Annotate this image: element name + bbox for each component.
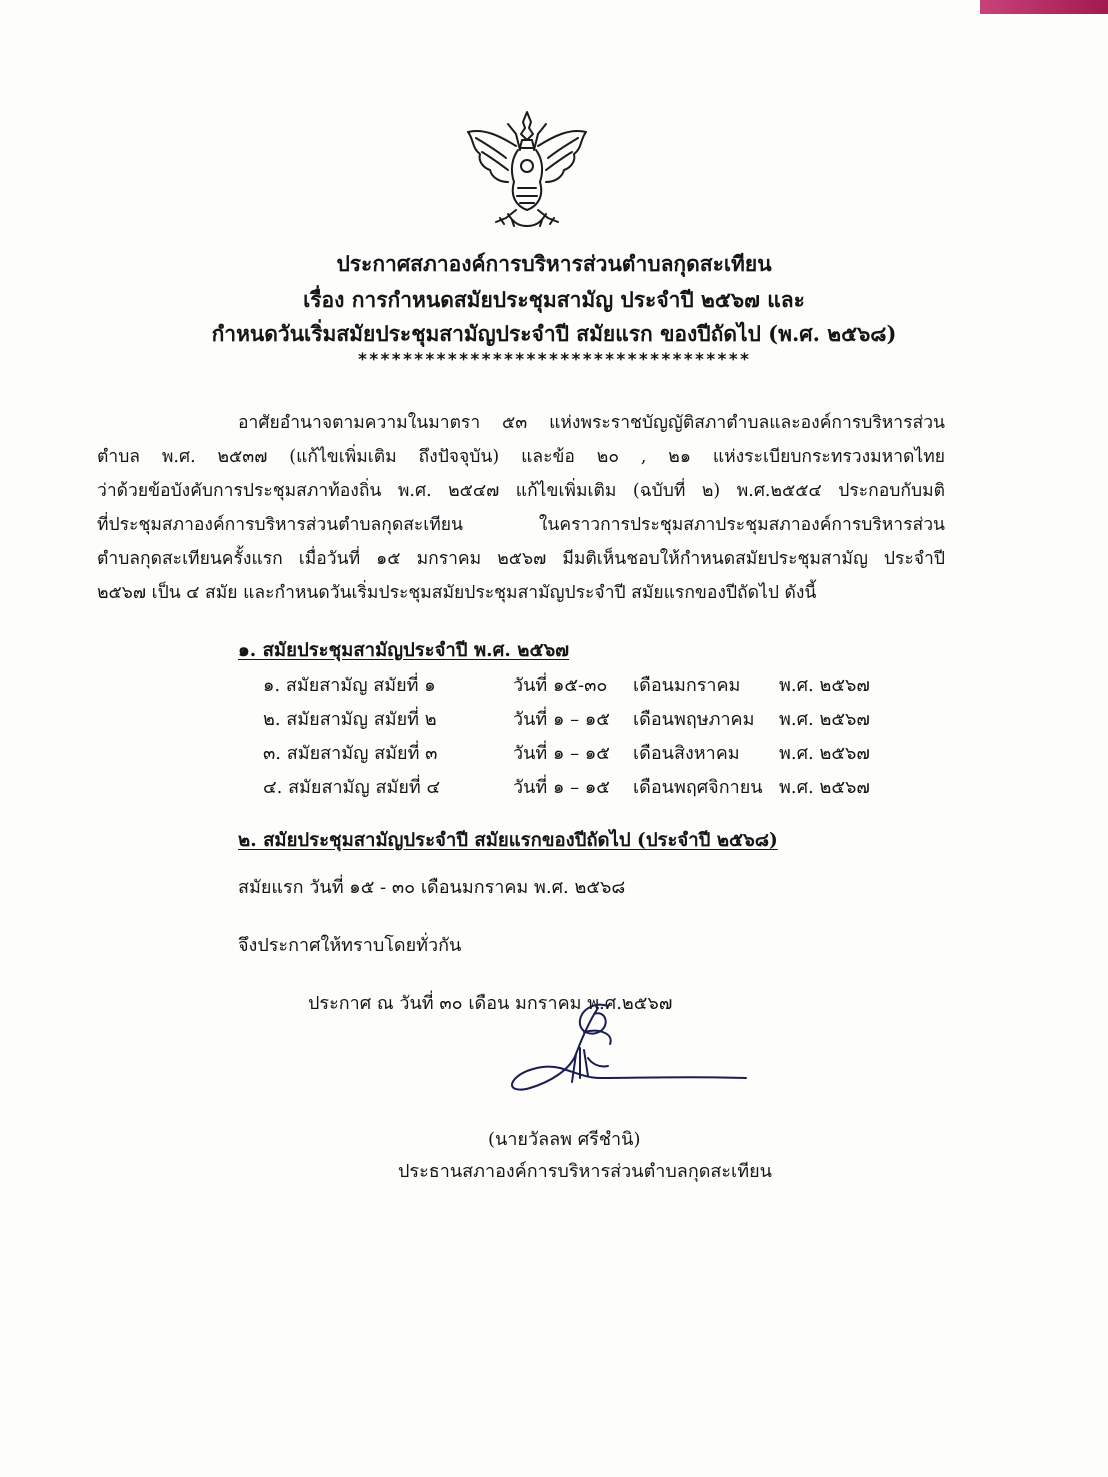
document-subject-continued: กำหนดวันเริ่มสมัยประชุมสามัญประจำปี สมัยแรก ของปีถัดไป (พ.ศ. ๒๕๖๘) <box>211 321 897 346</box>
section1-heading: ๑. สมัยประชุมสามัญประจำปี พ.ศ. ๒๕๖๗ <box>238 640 570 661</box>
session-month: เดือนพฤษภาคม <box>633 709 755 730</box>
session-name: ๓. สมัยสามัญ สมัยที่ ๓ <box>263 743 438 764</box>
document-title: ประกาศสภาองค์การบริหารส่วนตำบลกุดสะเทียน <box>336 251 772 276</box>
session-month: เดือนมกราคม <box>633 675 741 696</box>
session-year: พ.ศ. ๒๕๖๗ <box>779 675 870 696</box>
title-separator: *********************************** <box>357 350 751 370</box>
session-name: ๑. สมัยสามัญ สมัยที่ ๑ <box>263 675 436 696</box>
session-year: พ.ศ. ๒๕๖๗ <box>779 709 870 730</box>
session-day: วันที่ ๑ – ๑๕ <box>513 743 610 764</box>
body-line-2: ตำบล พ.ศ. ๒๕๓๗ (แก้ไขเพิ่มเติม ถึงปัจจุบัน) และข้อ ๒๐ , ๒๑ แห่งระเบียบกระทรวงมหาดไทย <box>97 447 945 467</box>
session-day: วันที่ ๑๕-๓๐ <box>513 675 608 696</box>
session-month: เดือนสิงหาคม <box>633 743 740 764</box>
session-day: วันที่ ๑ – ๑๕ <box>513 709 610 730</box>
section2-heading: ๒. สมัยประชุมสามัญประจำปี สมัยแรกของปีถัดไป (ประจำปี ๒๕๖๘) <box>238 830 778 851</box>
body-line-4: ที่ประชุมสภาองค์การบริหารส่วนตำบลกุดสะเทียน ในคราวการประชุมสภาประชุมสภาองค์การบริหารส่วน <box>97 515 945 535</box>
garuda-emblem-icon <box>460 106 594 228</box>
session-name: ๒. สมัยสามัญ สมัยที่ ๒ <box>263 709 437 730</box>
signer-name: (นายวัลลพ ศรีชำนิ) <box>488 1129 641 1150</box>
body-line-6: ๒๕๖๗ เป็น ๔ สมัย และกำหนดวันเริ่มประชุมสมัยประชุมสามัญประจำปี สมัยแรกของปีถัดไป ดังนี้ <box>97 583 817 603</box>
announcement-date: ประกาศ ณ วันที่ ๓๐ เดือน มกราคม พ.ศ.๒๕๖๗ <box>308 993 673 1014</box>
signer-title: ประธานสภาองค์การบริหารส่วนตำบลกุดสะเทียน <box>398 1161 772 1182</box>
corner-tab <box>980 0 1108 14</box>
section2-detail: สมัยแรก วันที่ ๑๕ - ๓๐ เดือนมกราคม พ.ศ. ๒๕๖๘ <box>238 877 626 898</box>
session-name: ๔. สมัยสามัญ สมัยที่ ๔ <box>263 777 441 798</box>
session-year: พ.ศ. ๒๕๖๗ <box>779 743 870 764</box>
session-day: วันที่ ๑ – ๑๕ <box>513 777 610 798</box>
body-line-5: ตำบลกุดสะเทียนครั้งแรก เมื่อวันที่ ๑๕ มกราคม ๒๕๖๗ มีมติเห็นชอบให้กำหนดสมัยประชุมสามัญ ประจำปี <box>97 549 945 569</box>
session-year: พ.ศ. ๒๕๖๗ <box>779 777 870 798</box>
document-subject: เรื่อง การกำหนดสมัยประชุมสามัญ ประจำปี ๒๕๖๗ และ <box>303 287 805 312</box>
closing-statement: จึงประกาศให้ทราบโดยทั่วกัน <box>238 935 462 956</box>
body-line-3: ว่าด้วยข้อบังคับการประชุมสภาท้องถิ่น พ.ศ. ๒๕๔๗ แก้ไขเพิ่มเติม (ฉบับที่ ๒) พ.ศ.๒๕๕๔ ประกอบกับมติ <box>97 481 945 501</box>
signature-icon <box>500 998 750 1102</box>
body-line-1: อาศัยอำนาจตามความในมาตรา ๕๓ แห่งพระราชบัญญัติสภาตำบลและองค์การบริหารส่วน <box>238 413 945 433</box>
session-month: เดือนพฤศจิกายน <box>633 777 763 798</box>
